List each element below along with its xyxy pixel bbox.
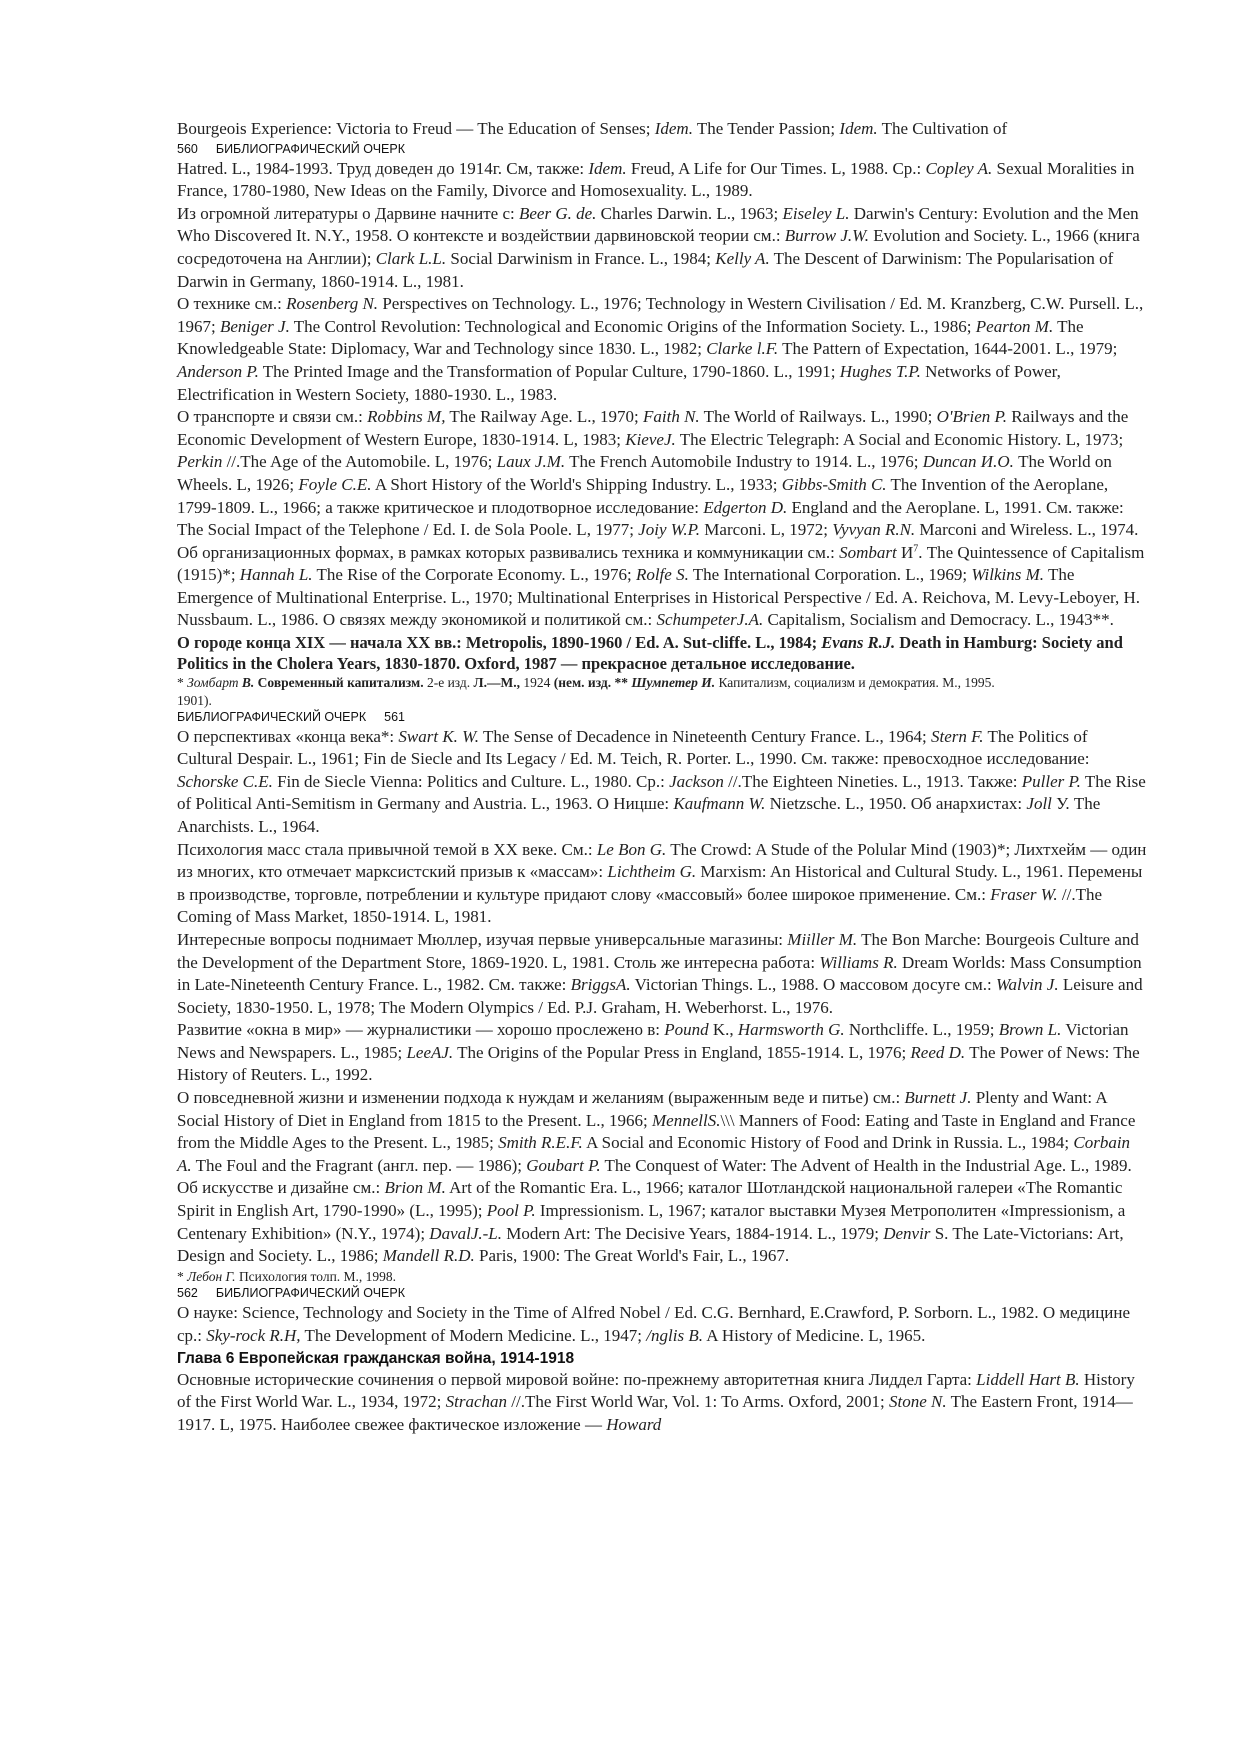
text-run: Railways and the Economic Development of Western Europe, 1830-1914. L, 1983; — [177, 407, 1129, 449]
text-run: Капитализм, социализм и демократия. М., 1995. — [715, 675, 995, 691]
text-run: Idem. — [654, 119, 693, 138]
text-run: Idem. — [588, 158, 627, 178]
text-run: Walvin J. — [995, 975, 1059, 995]
text-run: Smith R.E.F. — [498, 1133, 583, 1153]
text-run: The Pattern of Expectation, 1644-2001. L., 1979; — [778, 339, 1118, 359]
text-run: The Crowd: A Stude of the Polular Mind (1903)*; Лихтхейм — один из многих, кто отмечает марксистский призыв к «массам»: — [177, 839, 1147, 882]
text-run: Современный капитализм. — [254, 675, 424, 691]
text-run: The French Automobile Industry to 1914. L., 1976; — [565, 452, 923, 472]
text-run: Northcliffe. L., 1959; — [844, 1020, 999, 1040]
header-title: БИБЛИОГРАФИЧЕСКИЙ ОЧЕРК — [177, 709, 367, 724]
text-run: Williams R. — [819, 952, 898, 972]
text-run: У. The Anarchists. L., 1964. — [177, 794, 1101, 836]
header-title: БИБЛИОГРАФИЧЕСКИЙ ОЧЕРК — [215, 1286, 405, 1301]
text-run: The Bon Marche: Bourgeois Culture and the Development of the Department Store, 1869-1920. L, 1981. Столь же интересна работа: — [177, 929, 1139, 972]
text-run: The Cultivation of — [877, 119, 1008, 138]
text-run: И — [896, 542, 914, 562]
text-run: О городе конца XIX — начала XX вв.: Metropolis, — [177, 633, 547, 653]
text-run: Beniger J. — [219, 316, 290, 336]
text-run: The Control Revolution: Technological and Economic Origins of the Information Society. L., 1986; — [289, 316, 976, 336]
text-run: //.The Coming of Mass Market, 1850-1914. L, 1981. — [177, 884, 1103, 927]
text-run: Burnett J. — [904, 1088, 972, 1108]
text-run: Nietzsche. L., 1950. Об анархистах: — [765, 794, 1027, 814]
text-run: The Politics of Cultural Despair. L., 1961; Fin de Siecle and Its Legacy / Ed. M. Teich, R. Porter. L., 1990. См. также: превосходное исследование: — [177, 726, 1090, 769]
text-run: Marxism: An Historical and Cultural Study. L., 1961. Перемены в производстве, торговле, потреблении и культуре придают слову «массовый» более широкое применение. См.: — [177, 862, 1143, 904]
text-run: The Descent of Darwinism: The Popularisation of Darwin in Germany, 1860-1914. L., 1981. — [177, 248, 1114, 291]
text-run: Joiy W.P. — [638, 520, 701, 540]
text-run: Gibbs-Smith C. — [781, 474, 887, 494]
text-run: Years, 1830-1870. — [333, 654, 465, 674]
running-header-562 — [177, 1285, 1147, 1302]
text-run: The World on Wheels. L, 1926; — [177, 452, 1112, 494]
text-run: K., — [708, 1020, 738, 1040]
text-run: Pound — [664, 1020, 709, 1040]
text-run: Интересные вопросы поднимает Мюллер, изучая первые универсальные магазины: — [177, 929, 788, 949]
year-note: 1901). — [177, 692, 212, 708]
text-run: Goubart P. — [526, 1155, 601, 1175]
paragraph — [177, 1019, 1147, 1087]
text-run: Dream Worlds: Mass Consumption in Late-Nineteenth Century France. L., 1982. См. также: — [177, 952, 1142, 995]
text-run: Шумпетер И. — [631, 675, 716, 691]
text-run: //.The Age of the Automobile. L, 1976; — [222, 452, 497, 472]
running-header-561 — [177, 709, 1147, 726]
text-run: England and the Aeroplane. L, 1991. См. также: The Social Impact of the Telephone / Ed. I. de Sola Poole. L, 1977; — [177, 497, 1124, 540]
paragraph-bold — [177, 632, 1147, 674]
text-run: The Foul and the Fragrant (англ. пер. — 1986); — [191, 1155, 527, 1175]
text-run: The Tender Passion; — [692, 119, 840, 138]
text-run: Victorian News and Newspapers. L., 1985; — [177, 1020, 1129, 1062]
text-run: Sky-rock R.H, — [206, 1325, 301, 1345]
text-run: Fraser W. — [990, 884, 1058, 904]
text-run: Основные исторические сочинения о первой мировой войне: по-прежнему авторитетная книга Лиддел Гарта: — [177, 1369, 977, 1389]
text-run: The Rise of the Corporate Economy. L., 1976; — [312, 565, 636, 585]
text-run: Paris, 1900: The Great World's Fair, L., 1967. — [474, 1246, 790, 1266]
text-run: The Sense of Decadence in Nineteenth Century France. L., 1964; — [479, 726, 931, 746]
text-run: Hannah L. — [239, 565, 313, 585]
text-run: 2-е изд. — [423, 675, 474, 691]
text-run: В. — [241, 675, 255, 691]
text-run: Copley A. — [925, 158, 993, 178]
text-run: The Rise of Political Anti-Semitism in Germany and Austria. L., 1963. О Ницше: — [177, 771, 1146, 814]
text-run: Hughes T.P. — [839, 361, 921, 381]
text-run: Perkin — [177, 452, 223, 472]
text-run: Fin de Siecle Vienna: Politics and Culture. L., 1980. Ср.: — [272, 771, 670, 791]
text-run: О транспорте и связи см.: — [177, 407, 368, 427]
paragraph — [177, 1177, 1147, 1267]
text-run: Развитие «окна в мир» — журналистики — хорошо прослежено в: — [177, 1020, 665, 1040]
text-run: The Eastern Front, 1914—1917. L, 1975. Наиболее свежее фактическое изложение — — [177, 1392, 1133, 1434]
text-run: Duncan И.О. — [922, 452, 1014, 472]
text-run: Об организационных формах, в рамках которых развивались техника и коммуникации см.: — [177, 542, 840, 562]
text-run: Social Darwinism in France. L., 1984; — [446, 248, 716, 268]
paragraph — [177, 406, 1147, 542]
text-run: Freud, A Life for Our Times. L, 1988. Ср.: — [626, 158, 926, 178]
text-run: Wilkins M. — [971, 565, 1045, 585]
paragraph — [177, 203, 1147, 293]
text-run: Stone N. — [889, 1392, 947, 1412]
text-run: /nglis B. — [646, 1325, 703, 1345]
text-run: Le Bon G. — [596, 839, 667, 859]
text-run: The Power of News: The History of Reuters. L., 1992. — [177, 1042, 1140, 1085]
text-run: Liddell Hart B. — [976, 1369, 1080, 1389]
text-run: Из огромной литературы о Дарвине начните с: — [177, 203, 519, 223]
text-run: Vyvyan R.N. — [832, 520, 916, 540]
text-run: Laux J.M. — [496, 452, 566, 472]
text-run: Pool P. — [486, 1201, 536, 1221]
text-run: Victorian Things. L., 1988. О массовом досуге см.: — [630, 975, 996, 995]
text-run: The Invention of the Aeroplane, 1799-1809. L., 1966; а также критическое и плодотворное исследование: — [177, 474, 1109, 517]
text-run: * — [177, 675, 188, 691]
text-run: Beer G. de. — [519, 203, 597, 223]
text-run: (нем. изд. ** — [553, 675, 628, 691]
text-run: Art of the Romantic Era. L., 1966; каталог Шотландской национальной галереи «The Romantic Spirit in English Art, 1790-1990» (L., 1995); — [177, 1178, 1123, 1221]
text-run: Evolution and Society. L., 1966 (книга сосредоточена на Англии); — [177, 226, 1140, 268]
text-run: Kelly A. — [715, 248, 770, 268]
text-run: The Printed Image and the Transformation of Popular Culture, 1790-1860. L., 1991; — [258, 361, 840, 381]
text-run: The Emergence of Multinational Enterprise. L., 1970; Multinational Enterprises in Historical Perspective / Ed. A. Reichova, M. Levy-Leboyer, H. Nussbaum. L., 1986. О связях между экономикой и политикой см.: — [177, 565, 1141, 630]
page-number: 562 — [177, 1286, 198, 1301]
text-run: Marconi and Wireless. L., 1974. — [915, 520, 1139, 540]
text-run: Joll — [1026, 794, 1052, 814]
text-run: Pearton M. — [975, 316, 1054, 336]
paragraph — [177, 1302, 1147, 1347]
text-run: Corbain A. — [177, 1133, 1131, 1175]
page-number: 561 — [384, 709, 405, 724]
text-run: Howard — [606, 1414, 662, 1434]
text-run: Darwin's Century: Evolution and the Men Who Discovered It. N.Y., 1958. О контексте и воздействии дарвиновской теории см.: — [177, 203, 1139, 246]
text-run: BriggsA. — [570, 975, 631, 995]
text-run: О повседневной жизни и изменении подхода к нуждам и желаниям (выраженным веде и питье) см.: — [177, 1088, 905, 1108]
text-run: Marconi. L, 1972; — [700, 520, 833, 540]
text-run: LeeAJ. — [406, 1042, 454, 1062]
text-run: Charles Darwin. L., 1963; — [596, 203, 783, 223]
text-run: Modern Art: The Decisive Years, 1884-1914. L., 1979; — [502, 1223, 884, 1243]
paragraph — [177, 542, 1147, 632]
text-run: Denvir — [883, 1223, 931, 1243]
text-run: Robbins M, — [367, 407, 446, 427]
text-run: Schorske C.E. — [177, 771, 273, 791]
text-run: //.The Eighteen Nineties. L., 1913. Также: — [723, 771, 1022, 791]
paragraph — [177, 158, 1147, 203]
footnote — [177, 1268, 1147, 1286]
text-run: Bourgeois Experience: Victoria to Freud — The Education of Senses; — [177, 119, 655, 138]
chapter-heading: Глава 6 Европейская гражданская война, 1914-1918 — [177, 1349, 575, 1367]
text-run: Miiller M. — [787, 929, 858, 949]
text-run: Swart K. W. — [398, 726, 480, 746]
text-run: Death in Hamburg: Society and Politics in the Cholera — [177, 633, 1123, 674]
paragraph — [177, 293, 1147, 406]
text-run: Kaufmann W. — [673, 794, 766, 814]
text-run: Clark L.L. — [375, 248, 447, 268]
text-run: The Railway Age. L., 1970; — [445, 407, 643, 427]
text-run: Capitalism, Socialism and Democracy. L., 1943**. — [763, 610, 1114, 630]
paragraph — [177, 118, 1147, 141]
text-run: A Short History of the World's Shipping Industry. L., 1933; — [371, 474, 782, 494]
text-run: The Conquest of Water: The Advent of Health in the Industrial Age. L., 1989. — [600, 1155, 1132, 1175]
page-number: 560 — [177, 141, 198, 156]
text-run: Л.—М., — [473, 675, 520, 691]
paragraph — [177, 839, 1147, 929]
text-run: Plenty and Want: A Social History of Diet in England from 1815 to the Present. L., 1966; — [177, 1088, 1107, 1130]
text-run: Hatred. L., 1984-1993. Труд доведен до 1914г. См, также: — [177, 158, 589, 178]
text-run: Perspectives on Technology. L., 1976; Technology in Western Civilisation / Ed. M. Kranzberg, C.W. Pursell. L., 1967; — [177, 294, 1144, 336]
text-run: The International Corporation. L., 1969; — [688, 565, 972, 585]
text-run: SchumpeterJ.A. — [656, 610, 764, 630]
text-run: Rolfe S. — [635, 565, 689, 585]
document-page — [177, 118, 1147, 1436]
text-run: О технике см.: — [177, 294, 287, 314]
paragraph — [177, 726, 1147, 839]
text-run: MennellS. — [652, 1110, 721, 1130]
text-run: Edgerton D. — [703, 497, 788, 517]
footnote — [177, 674, 1147, 692]
text-run: KieveJ. — [625, 429, 676, 449]
text-run: Stern F. — [930, 726, 984, 746]
text-run: О науке: Science, Technology and Society in the Time of Alfred Nobel / Ed. C.G. Bernhard, E.Crawford, P. Sorborn. L., 1982. О медицине ср.: — [177, 1303, 1131, 1345]
text-run: The Knowledgeable State: Diplomacy, War and Technology since 1830. L., 1982; — [177, 316, 1084, 359]
text-run: Clarke l.F. — [706, 339, 779, 359]
text-run: The Development of Modern Medicine. L., 1947; — [300, 1325, 647, 1345]
text-run: A History of Medicine. L, 1965. — [702, 1325, 926, 1345]
text-run: Puller P. — [1021, 771, 1081, 791]
running-header-560 — [177, 141, 1147, 158]
text-run: Sexual Moralities in France, 1780-1980, New Ideas on the Family, Divorce and Homosexuality. L., 1989. — [177, 158, 1135, 201]
text-run: Leisure and Society, 1830-1950. L, 1978; The Modern Olympics / Ed. P.J. Graham, H. Weberhorst. L., 1976. — [177, 975, 1143, 1017]
text-run: Mandell R.D. — [382, 1246, 475, 1266]
text-run: Lichtheim G. — [607, 862, 697, 882]
text-run: Networks of Power, Electrification in Western Society, 1880-1930. L., 1983. — [177, 361, 1061, 404]
text-run: 7 — [913, 543, 919, 555]
text-run: DavalJ.-L. — [429, 1223, 503, 1243]
text-run: Зомбарт — [187, 675, 239, 691]
text-run: Brown L. — [998, 1020, 1062, 1040]
text-run: Brion M. — [384, 1178, 446, 1198]
text-run: Faith N. — [642, 407, 700, 427]
text-run: Психология толп. М., 1998. — [235, 1268, 397, 1284]
text-run: Eiseley L. — [782, 203, 850, 223]
text-run: Jackson — [669, 771, 724, 791]
text-run: Психология масс стала привычной темой в XX веке. См.: — [177, 839, 597, 859]
text-run: 1987 — — [519, 654, 582, 674]
text-run: прекрасное детальное исследование. — [581, 654, 855, 674]
text-run: A Social and Economic History of Food and Drink in Russia. L., 1984; — [582, 1133, 1074, 1153]
text-run: \\\ Manners of Food: Eating and Taste in England and France from the Middle Ages to the Present. L., 1985; — [177, 1110, 1136, 1153]
text-run: Sombart — [839, 542, 897, 562]
text-run: Idem. — [839, 119, 878, 138]
text-run: The World of Railways. L., 1990; — [699, 407, 937, 427]
text-run: Burrow J.W. — [784, 226, 870, 246]
text-run: The Origins of the Popular Press in England, 1855-1914. L, 1976; — [453, 1042, 911, 1062]
text-run: O'Brien P. — [936, 407, 1007, 427]
paragraph — [177, 1369, 1147, 1437]
paragraph — [177, 1087, 1147, 1177]
text-run: О перспективах «конца века*: — [177, 726, 399, 746]
text-run: Evans R.J. — [821, 633, 896, 653]
text-run: History of the First World War. L., 1934, 1972; — [177, 1369, 1135, 1412]
text-run: Лебон Г. — [187, 1268, 236, 1284]
text-run: Impressionism. L, 1967; каталог выставки Музея Метрополитен «Impressionism, a Centenary Exhibition» (N.Y., 1974); — [177, 1201, 1126, 1243]
text-run: * — [177, 1268, 188, 1284]
header-title: БИБЛИОГРАФИЧЕСКИЙ ОЧЕРК — [215, 141, 405, 156]
text-run: Foyle C.E. — [298, 474, 372, 494]
text-run: Об искусстве и дизайне см.: — [177, 1178, 385, 1198]
paragraph — [177, 929, 1147, 1019]
text-run: 1924 — [519, 675, 554, 691]
text-run: Strachan — [445, 1392, 508, 1412]
text-run: The Electric Telegraph: A Social and Economic History. L, 1973; — [675, 429, 1124, 449]
text-run: Rosenberg N. — [286, 294, 379, 314]
text-run: Harmsworth G. — [737, 1020, 845, 1040]
text-run: Oxford, — [464, 654, 520, 674]
text-run: . The Quintessence of Capitalism (1915)*; — [177, 542, 1145, 585]
text-run: //.The First World War, Vol. 1: To Arms. Oxford, 2001; — [507, 1392, 890, 1412]
text-run: 1890-1960 / Ed. A. Sut-cliffe. L., 1984; — [546, 633, 822, 653]
text-run: S. The Late-Victorians: Art, Design and Society. L., 1986; — [177, 1223, 1124, 1266]
text-run: Reed D. — [910, 1042, 966, 1062]
text-run: Anderson P. — [177, 361, 259, 381]
